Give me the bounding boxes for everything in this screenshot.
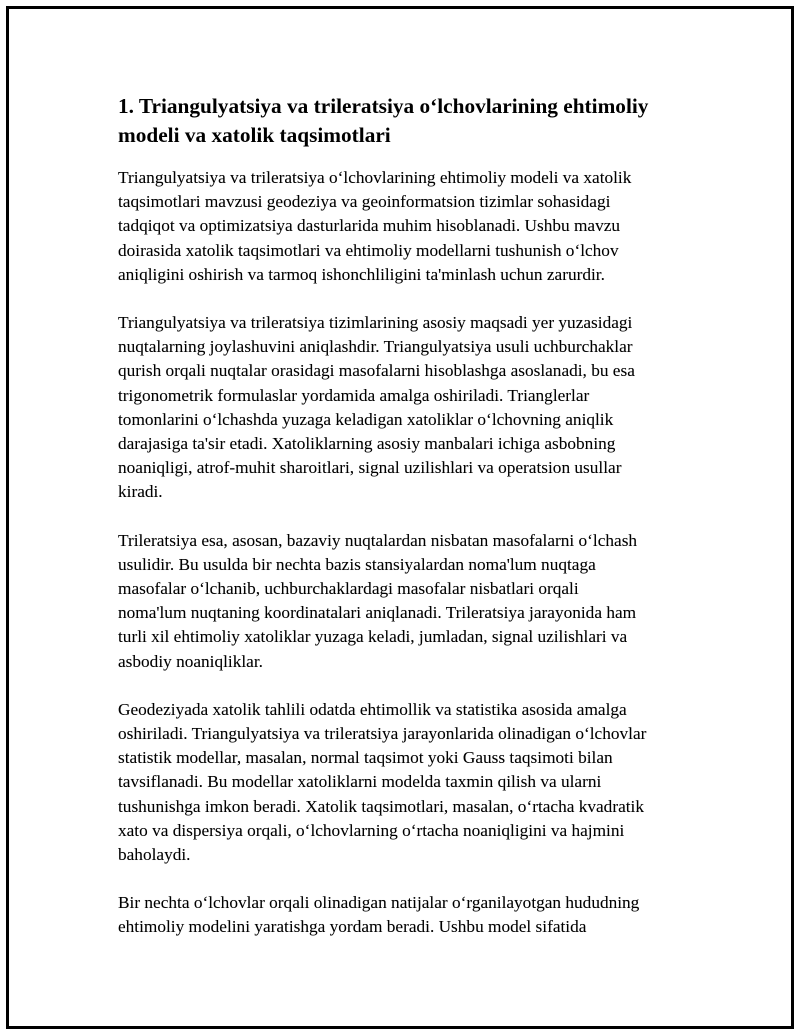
heading-line-1: 1. Triangulyatsiya va trileratsiya o‘lchovlarining ehtimoliy xyxy=(118,94,649,118)
heading-line-2: modeli va xatolik taqsimotlari xyxy=(118,123,391,147)
text-line: asbodiy noaniqliklar. xyxy=(118,651,263,671)
text-line: kiradi. xyxy=(118,482,163,502)
text-line: nuqtalarning joylashuvini aniqlashdir. Triangulyatsiya usuli uchburchaklar xyxy=(118,337,633,357)
section-heading xyxy=(118,92,708,150)
paragraph-3 xyxy=(118,529,708,674)
text-line: aniqligini oshirish va tarmoq ishonchliligini ta'minlash uchun zarurdir. xyxy=(118,264,605,284)
document-body xyxy=(118,92,708,964)
paragraph-2 xyxy=(118,311,708,505)
text-line: statistik modellar, masalan, normal taqsimot yoki Gauss taqsimoti bilan xyxy=(118,748,613,768)
text-line: tushunishga imkon beradi. Xatolik taqsimotlari, masalan, o‘rtacha kvadratik xyxy=(118,796,644,816)
text-line: xato va dispersiya orqali, o‘lchovlarning o‘rtacha noaniqligini va hajmini xyxy=(118,820,625,840)
paragraph-4 xyxy=(118,698,708,867)
text-line: tadqiqot va optimizatsiya dasturlarida muhim hisoblanadi. Ushbu mavzu xyxy=(118,216,621,236)
text-line: darajasiga ta'sir etadi. Xatoliklarning asosiy manbalari ichiga asbobning xyxy=(118,434,616,454)
text-line: noma'lum nuqtaning koordinatalari aniqlanadi. Trileratsiya jarayonida ham xyxy=(118,603,637,623)
text-line: Triangulyatsiya va trileratsiya o‘lchovlarining ehtimoliy modeli va xatolik xyxy=(118,168,632,187)
text-line: Triangulyatsiya va trileratsiya tizimlarining asosiy maqsadi yer yuzasidagi xyxy=(118,313,633,333)
text-line: baholaydi. xyxy=(118,845,191,865)
text-line: ehtimoliy modelini yaratishga yordam beradi. Ushbu model sifatida xyxy=(118,917,587,937)
text-line: doirasida xatolik taqsimotlari va ehtimoliy modellarni tushunish o‘lchov xyxy=(118,240,619,260)
text-line: noaniqligi, atrof-muhit sharoitlari, signal uzilishlari va operatsion usullar xyxy=(118,458,622,478)
text-line: Geodeziyada xatolik tahlili odatda ehtimollik va statistika asosida amalga xyxy=(118,699,627,719)
paragraph-1 xyxy=(118,166,708,287)
text-line: turli xil ehtimoliy xatoliklar yuzaga keladi, jumladan, signal uzilishlari va xyxy=(118,627,628,647)
text-line: Trileratsiya esa, asosan, bazaviy nuqtalardan nisbatan masofalarni o‘lchash xyxy=(118,530,638,550)
text-line: trigonometrik formulaslar yordamida amalga oshiriladi. Trianglerlar xyxy=(118,385,590,405)
text-line: oshiriladi. Triangulyatsiya va trileratsiya jarayonlarida olinadigan o‘lchovlar xyxy=(118,724,647,744)
paragraph-5 xyxy=(118,891,708,939)
text-line: Bir nechta o‘lchovlar orqali olinadigan natijalar o‘rganilayotgan hududning xyxy=(118,893,640,913)
text-line: usulidir. Bu usulda bir nechta bazis stansiyalardan noma'lum nuqtaga xyxy=(118,554,596,574)
text-line: tomonlarini o‘lchashda yuzaga keladigan xatoliklar o‘lchovning aniqlik xyxy=(118,409,614,429)
text-line: masofalar o‘lchanib, uchburchaklardagi masofalar nisbatlari orqali xyxy=(118,579,579,599)
text-line: qurish orqali nuqtalar orasidagi masofalarni hisoblashga asoslanadi, bu esa xyxy=(118,361,635,381)
text-line: tavsiflanadi. Bu modellar xatoliklarni modelda taxmin qilish va ularni xyxy=(118,772,602,792)
text-line: taqsimotlari mavzusi geodeziya va geoinformatsion tizimlar sohasidagi xyxy=(118,192,611,212)
